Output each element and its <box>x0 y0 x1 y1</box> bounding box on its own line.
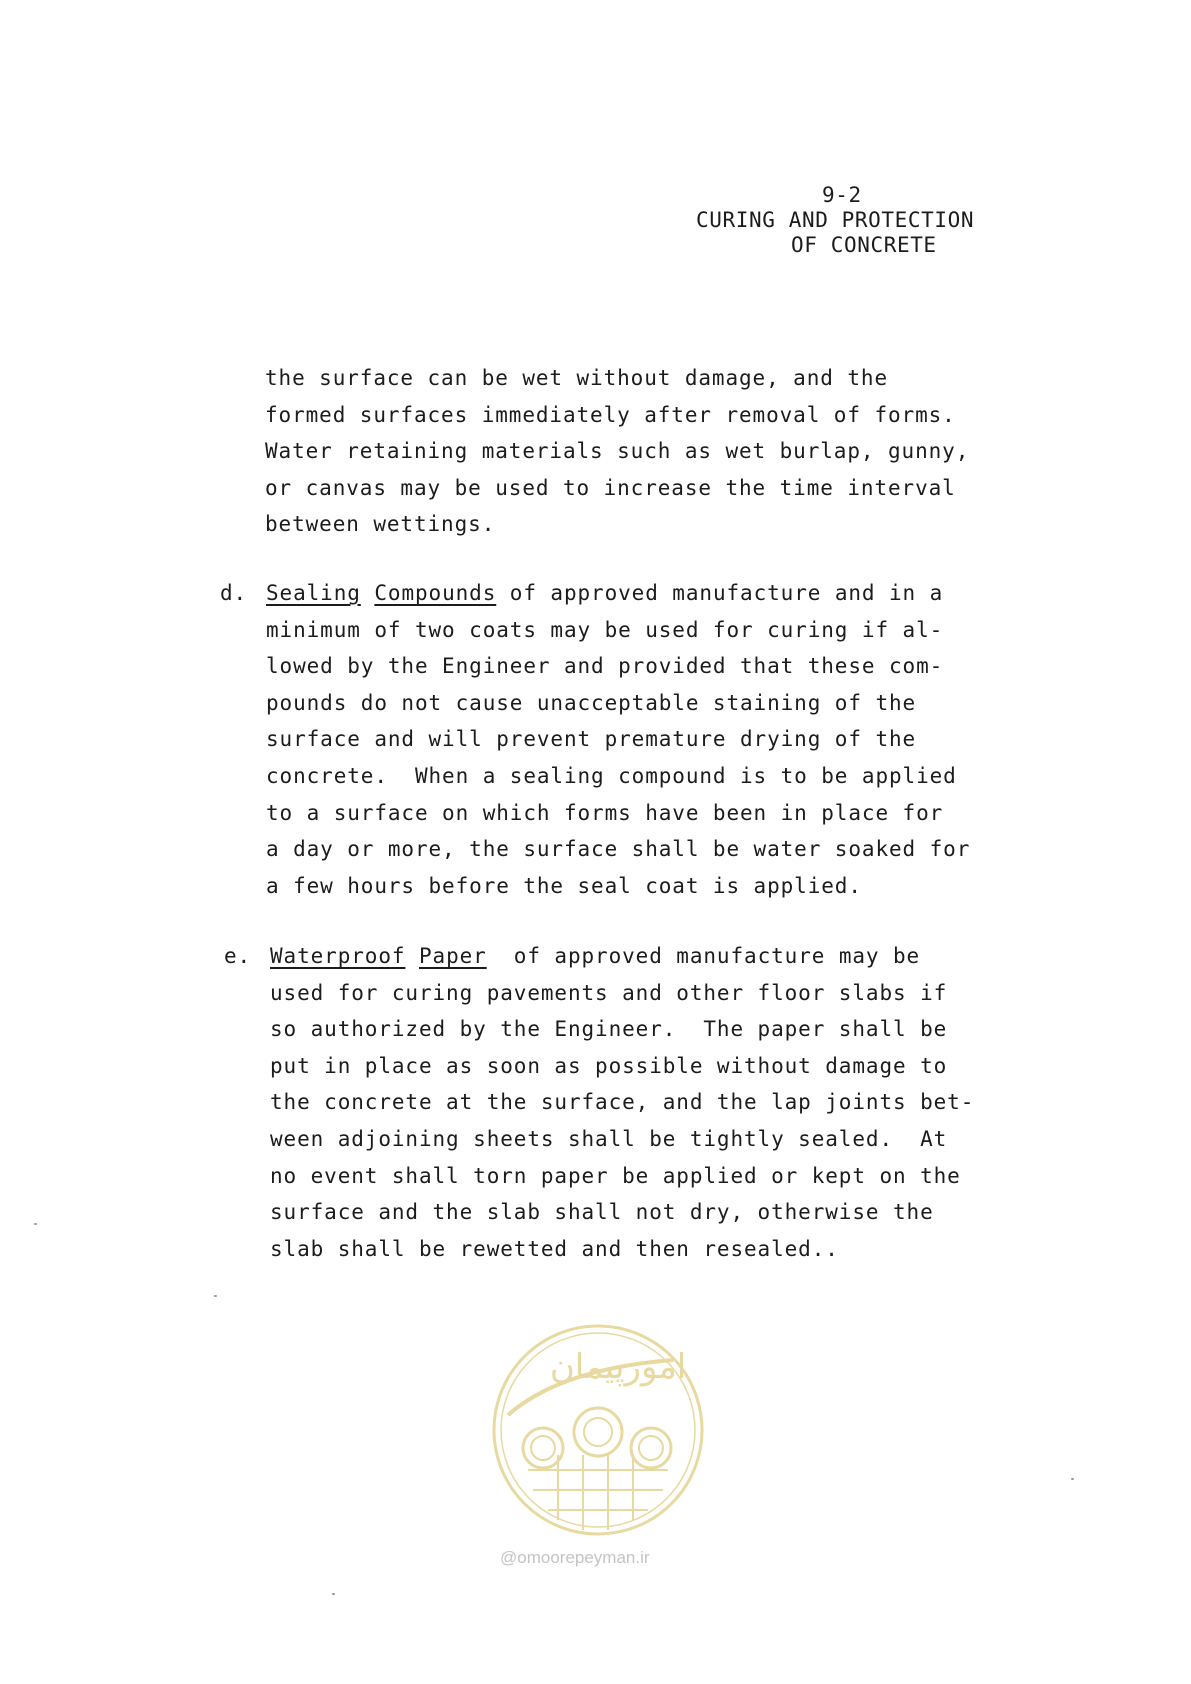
scan-speck <box>332 1593 335 1595</box>
page-header <box>696 183 1056 258</box>
text-line: lowed by the Engineer and provided that these com- <box>266 654 944 679</box>
scan-speck <box>214 1295 217 1297</box>
page-number: 9-2 <box>822 183 862 207</box>
text-line: or canvas may be used to increase the time interval <box>265 475 956 500</box>
text-line: between wettings. <box>265 512 496 537</box>
text-line: the surface can be wet without damage, and the <box>265 366 888 390</box>
section-title: CURING AND PROTECTION <box>696 208 975 232</box>
item-term: Sealing <box>266 581 361 605</box>
text-line: the concrete at the surface, and the lap joints bet- <box>270 1090 975 1115</box>
text-line: no event shall torn paper be applied or kept on the <box>270 1163 961 1188</box>
item-marker: e. <box>224 944 252 968</box>
text-line: a day or more, the surface shall be water soaked for <box>266 837 971 862</box>
text-line: surface and the slab shall not dry, otherwise the <box>270 1200 934 1225</box>
item-term: Paper <box>418 944 487 968</box>
item-first-line <box>224 938 974 975</box>
intro-paragraph <box>265 360 969 543</box>
text-line: Water retaining materials such as wet burlap, gunny, <box>265 439 970 464</box>
item-first-text: of approved manufacture may be <box>486 944 921 968</box>
text-line: surface and will prevent premature drying of the <box>266 727 917 752</box>
text-line: put in place as soon as possible without damage to <box>270 1053 948 1078</box>
text-line: pounds do not cause unacceptable staining of the <box>266 690 917 715</box>
item-term: Compounds <box>374 581 497 605</box>
text-line: slab shall be rewetted and then resealed.. <box>270 1236 839 1261</box>
text-line: so authorized by the Engineer. The paper shall be <box>270 1017 948 1042</box>
text-line: concrete. When a sealing compound is to be applied <box>266 763 957 788</box>
watermark-logo-text: امورپیمان <box>549 1347 687 1387</box>
scan-speck <box>1071 1478 1074 1480</box>
watermark-logo <box>488 1320 708 1540</box>
item-first-line <box>220 575 970 612</box>
text-line: ween adjoining sheets shall be tightly sealed. At <box>270 1126 948 1151</box>
scan-speck <box>34 1223 37 1225</box>
text-line: minimum of two coats may be used for curing if al- <box>266 617 944 642</box>
text-line: formed surfaces immediately after removal of forms. <box>265 402 956 427</box>
text-line: to a surface on which forms have been in place for <box>266 800 944 825</box>
text-line: a few hours before the seal coat is applied. <box>266 873 862 898</box>
item-marker: d. <box>220 581 248 605</box>
item-term: Waterproof <box>270 944 406 968</box>
watermark-url: @omoorepeyman.ir <box>500 1548 650 1567</box>
list-item-d <box>220 575 970 904</box>
list-item-e <box>224 938 974 1267</box>
section-subtitle: OF CONCRETE <box>791 233 937 257</box>
item-first-text: of approved manufacture and in a <box>496 581 944 605</box>
text-line: used for curing pavements and other floor slabs if <box>270 980 948 1005</box>
